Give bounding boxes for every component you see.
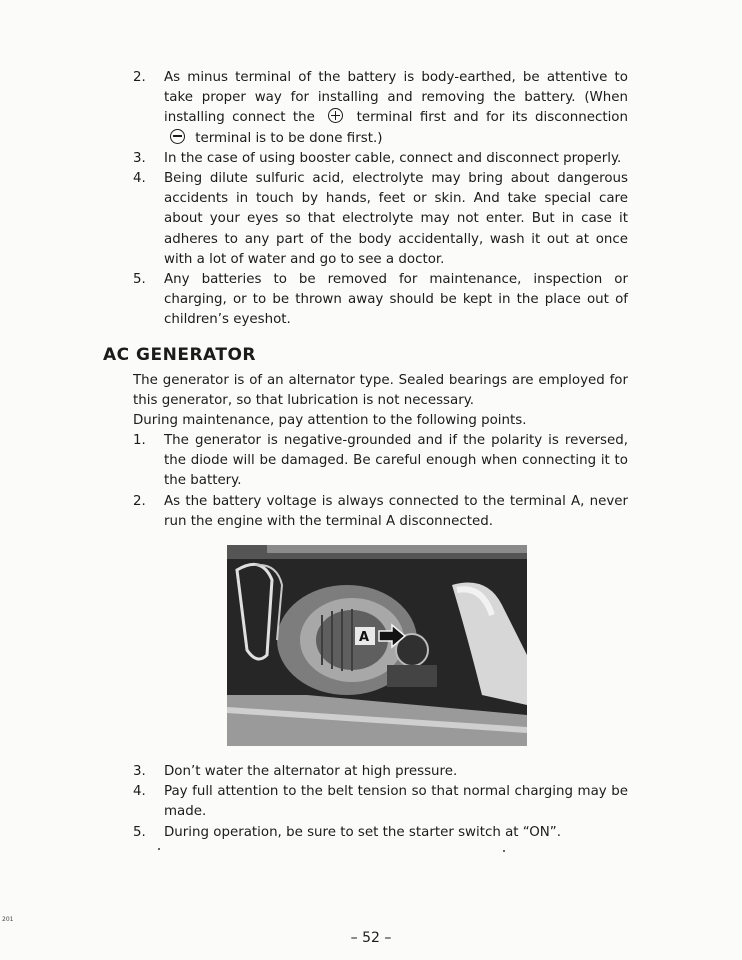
minus-circle-icon xyxy=(170,129,185,144)
generator-points-list xyxy=(133,431,628,532)
list-item xyxy=(133,149,628,169)
list-item xyxy=(133,823,628,843)
photo-label-a: A xyxy=(359,630,370,645)
section-note: During maintenance, pay attention to the following points. xyxy=(133,413,527,428)
item-number: 1. xyxy=(133,433,146,448)
list-item xyxy=(133,169,628,270)
margin-code: 201 xyxy=(2,916,14,923)
list-item xyxy=(133,492,628,532)
list-item xyxy=(133,270,628,331)
alternator-photo xyxy=(227,545,527,746)
list-item xyxy=(133,782,628,822)
list-item xyxy=(133,762,628,782)
generator-points-list-continued xyxy=(133,762,628,843)
item-text: As minus terminal of the battery is body-earthed, be attentive to take proper way for installing and removing the battery. (When installing connect the xyxy=(164,70,628,126)
scan-speck xyxy=(503,850,505,852)
section-heading: AC GENERATOR xyxy=(103,345,257,365)
list-item xyxy=(133,431,628,492)
item-number: 2. xyxy=(133,493,146,509)
item-text: Any batteries to be removed for maintenance, inspection or charging, or to be thrown away should be kept in the place out of children’s eyeshot. xyxy=(164,272,628,328)
item-text: Pay full attention to the belt tension so that normal charging may be made. xyxy=(164,784,628,820)
item-text: Don’t water the alternator at high pressure. xyxy=(164,764,458,779)
item-number: 3. xyxy=(133,764,146,779)
item-text: During operation, be sure to set the starter switch at “ON”. xyxy=(164,824,562,840)
item-number: 2. xyxy=(133,70,146,85)
item-number: 4. xyxy=(133,171,146,187)
item-text: As the battery voltage is always connected to the terminal A, never run the engine with the terminal A disconnected. xyxy=(164,493,628,529)
item-number: 4. xyxy=(133,784,146,800)
item-number: 5. xyxy=(133,824,146,840)
scan-speck xyxy=(158,848,160,850)
item-text: The generator is negative-grounded and if the polarity is reversed, the diode will be damaged. Be careful enough when connecting it to the battery. xyxy=(164,433,628,489)
item-text: Being dilute sulfuric acid, electrolyte may bring about dangerous accidents in touch by hands, feet or skin. And take special care about your eyes so that electrolyte may not enter. But in case it adheres to any part of the body accidentally, wash it out at once with a lot of water and go to see a doctor. xyxy=(164,171,628,267)
page-number: – 52 – xyxy=(350,930,392,946)
battery-precautions-list xyxy=(133,68,628,331)
plus-circle-icon xyxy=(328,108,343,123)
item-number: 5. xyxy=(133,272,146,288)
item-number: 3. xyxy=(133,150,146,166)
item-text: terminal is to be done first.) xyxy=(195,130,383,146)
item-text: In the case of using booster cable, connect and disconnect properly. xyxy=(164,150,622,166)
list-item xyxy=(133,68,628,149)
section-intro: The generator is of an alternator type. Sealed bearings are employed for this generator, so that lubrication is not necessary. xyxy=(133,373,628,409)
item-text: terminal first and for its disconnection xyxy=(356,110,628,126)
